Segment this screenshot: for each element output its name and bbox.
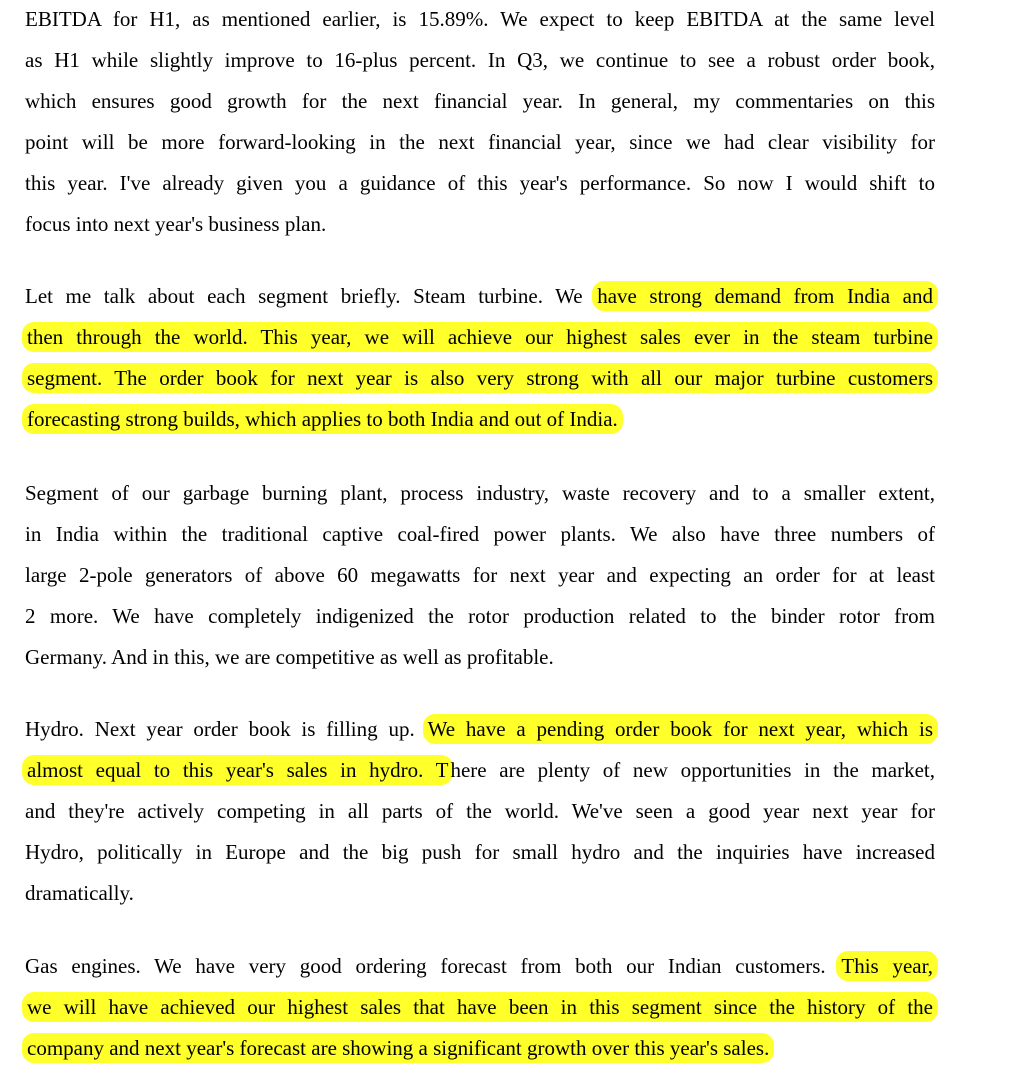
highlighted-text: company and next year's forecast are showing a significant growth over this year's sales. <box>27 1036 770 1060</box>
highlighted-text: segment. The order book for next year is also very strong with all our major turbine customers <box>27 366 933 390</box>
text-line <box>25 946 935 987</box>
highlighted-text: We have a pending order book for next year, which is <box>427 717 933 741</box>
text-line <box>25 473 935 514</box>
paragraph-gas-engines <box>25 946 935 1069</box>
paragraph-ebitda <box>25 0 935 245</box>
text-line <box>25 399 935 440</box>
text-run: dramatically. <box>25 881 134 905</box>
text-run: which ensures good growth for the next financial year. In general, my commentaries on this <box>25 89 935 113</box>
text-run: large 2-pole generators of above 60 megawatts for next year and expecting an order for at least <box>25 563 935 587</box>
text-run: Hydro, politically in Europe and the big push for small hydro and the inquiries have increased <box>25 840 935 864</box>
text-run: Let me talk about each segment briefly. Steam turbine. We <box>25 284 596 308</box>
text-run: Germany. And in this, we are competitive as well as profitable. <box>25 645 554 669</box>
paragraph-steam-turbine <box>25 276 935 440</box>
text-run: as H1 while slightly improve to 16-plus percent. In Q3, we continue to see a robust order book, <box>25 48 935 72</box>
text-run: focus into next year's business plan. <box>25 212 327 236</box>
highlighted-text: have strong demand from India and <box>597 284 933 308</box>
text-run: this year. I've already given you a guidance of this year's performance. So now I would shift to <box>25 171 935 195</box>
highlighted-text: almost equal to this year's sales in hydro. T <box>27 758 449 782</box>
text-line <box>25 81 935 122</box>
text-line <box>25 596 935 637</box>
highlighted-text: This year, <box>841 954 933 978</box>
text-run: point will be more forward-looking in the next financial year, since we had clear visibility for <box>25 130 935 154</box>
text-line <box>25 514 935 555</box>
text-run: Hydro. Next year order book is filling up. <box>25 717 426 741</box>
highlighted-text: we will have achieved our highest sales that have been in this segment since the history of the <box>27 995 933 1019</box>
text-line <box>25 750 935 791</box>
text-line <box>25 122 935 163</box>
text-line <box>25 555 935 596</box>
text-line <box>25 637 935 678</box>
text-run: here are plenty of new opportunities in the market, <box>450 758 935 782</box>
text-line <box>25 0 935 40</box>
text-line <box>25 1028 935 1069</box>
text-run: and they're actively competing in all parts of the world. We've seen a good year next year for <box>25 799 935 823</box>
text-run: in India within the traditional captive coal-fired power plants. We also have three numbers of <box>25 522 935 546</box>
text-line <box>25 163 935 204</box>
text-run: 2 more. We have completely indigenized the rotor production related to the binder rotor from <box>25 604 935 628</box>
text-run: Gas engines. We have very good ordering forecast from both our Indian customers. <box>25 954 840 978</box>
text-line <box>25 276 935 317</box>
text-line <box>25 358 935 399</box>
highlighted-text: forecasting strong builds, which applies to both India and out of India. <box>27 407 618 431</box>
paragraph-segment <box>25 473 935 678</box>
paragraph-hydro <box>25 709 935 914</box>
text-line <box>25 873 935 914</box>
text-line <box>25 832 935 873</box>
text-run: EBITDA for H1, as mentioned earlier, is 15.89%. We expect to keep EBITDA at the same level <box>25 7 935 31</box>
text-run: Segment of our garbage burning plant, process industry, waste recovery and to a smaller extent, <box>25 481 935 505</box>
highlighted-text: then through the world. This year, we will achieve our highest sales ever in the steam turbine <box>27 325 933 349</box>
text-line <box>25 40 935 81</box>
text-line <box>25 317 935 358</box>
text-line <box>25 791 935 832</box>
text-line <box>25 709 935 750</box>
text-line <box>25 987 935 1028</box>
text-line <box>25 204 935 245</box>
